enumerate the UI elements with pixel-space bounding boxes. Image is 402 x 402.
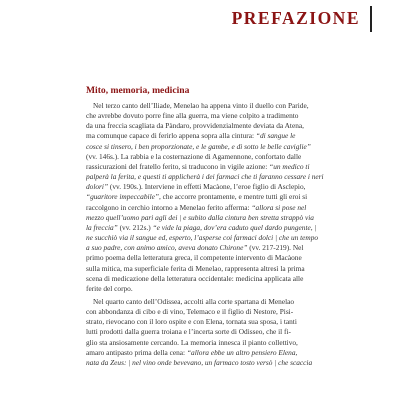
text-segment: (vv. 212s.) (117, 222, 153, 232)
text-segment: lutti prodotti dalla guerra troiana e l’incerta sorte di Odisseo, che il fi- (86, 327, 291, 337)
text-line (86, 297, 345, 307)
text-line (86, 233, 345, 243)
text-line (86, 121, 345, 131)
text-segment: scena di medicazione della letteratura occidentale: medicina applicata alle (86, 273, 304, 283)
text-segment: amaro antipasto prima della cena: (86, 347, 187, 357)
text-line (86, 284, 345, 294)
text-segment: ferite del corpo. (86, 283, 133, 293)
italic-quote: nata da Zeus: | nel vino onde bevevano, un farmaco tosto versò | che scaccia (86, 357, 313, 367)
italic-quote: “di sangue le (255, 131, 296, 141)
text-line (86, 131, 345, 141)
text-line (86, 317, 345, 327)
text-segment: Nel terzo canto dell’Iliade, Menelao ha appena vinto il duello con Paride, (93, 101, 309, 110)
italic-quote: ne succhiò via il sangue ed, esperto, l’asperse coi farmaci dolci | che un tempo (86, 233, 319, 243)
text-line (86, 203, 345, 213)
paragraph-2 (86, 297, 345, 368)
text-segment: sulla mitica, ma superficiale ferita di Menelao, rappresenta altresì la prima (86, 263, 305, 273)
text-line (86, 142, 345, 152)
italic-quote: “allora si pose nel (251, 202, 307, 212)
running-head-title: PREFAZIONE (231, 8, 360, 28)
text-segment: (vv. 217-219). Nel (247, 243, 304, 253)
text-segment: che avrebbe dovuto porre fine alla guerra, ma viene colpito a tradimento (86, 111, 299, 121)
text-segment: rassicurazioni del fratello ferito, si traducono in vigile azione: (86, 161, 270, 171)
italic-quote: palperà la ferita, e questi ti applicherà i dei farmaci che ti faranno cessare i neri (86, 172, 324, 182)
text-line (86, 274, 345, 284)
text-segment: (vv. 146s.). La rabbia e la costernazione di Agamennone, confortato dalle (86, 151, 302, 161)
text-line (86, 253, 345, 263)
text-line (86, 327, 345, 337)
text-segment: strato, rievocano con il loro ospite e con Elena, tornata sua sposa, i tanti (86, 317, 297, 327)
text-line (86, 101, 345, 111)
text-line (86, 192, 345, 202)
italic-quote: a suo padre, con animo amico, aveva donato Chirone” (86, 243, 248, 253)
text-segment: Nel quarto canto dell’Odissea, accolti alla corte spartana di Menelao (93, 296, 295, 306)
text-segment: ma comunque capace di ferirlo appena sopra alla cintura: (86, 131, 256, 141)
text-line (86, 162, 345, 172)
text-line (86, 243, 345, 253)
text-line (86, 152, 345, 162)
text-line (86, 223, 345, 233)
text-line (86, 172, 345, 182)
text-line (86, 213, 345, 223)
body-text (86, 101, 345, 368)
paragraph-1 (86, 101, 345, 294)
header-rule (370, 6, 372, 32)
text-segment: glio sta ansiosamente cercando. La memoria innesca il pianto collettivo, (86, 337, 298, 347)
text-line (86, 111, 345, 121)
text-segment: primo poema della letteratura greca, il competente intervento di Macàone (86, 253, 302, 263)
text-line (86, 182, 345, 192)
text-line (86, 338, 345, 348)
text-segment: con abbondanza di cibo e di vino, Telemaco e il figlio di Nestore, Pisi- (86, 307, 294, 317)
italic-quote: dolori” (86, 182, 109, 192)
italic-quote: la freccia” (86, 222, 118, 232)
text-segment: , che accorre prontamente, e mentre tutti gli eroi si (158, 192, 308, 202)
text-segment: raccolgono in cerchio intorno a Menelao ferito afferma: (86, 202, 252, 212)
text-segment: (vv. 190s.). Interviene in effetti Macàone, l’eroe figlio di Asclepio, (108, 182, 306, 192)
italic-quote: “allora ebbe un altro pensiero Elena, (186, 347, 298, 357)
text-line (86, 358, 345, 368)
italic-quote: “un medico ti (269, 161, 310, 171)
italic-quote: “guaritore impeccabile” (86, 192, 159, 202)
section-title: Mito, memoria, medicina (86, 85, 190, 96)
italic-quote: mezzo quell’uomo pari agli dei | e subito dalla cintura ben stretta strappò via (86, 212, 314, 222)
italic-quote: “e vide la piaga, dov’era caduto quel dardo pungente, | (152, 222, 317, 232)
text-line (86, 264, 345, 274)
text-line (86, 307, 345, 317)
text-segment: da una freccia scagliata da Pàndaro, provvidenzialmente deviata da Atena, (86, 121, 304, 131)
italic-quote: cosce si tinsero, i ben proporzionate, e le gambe, e di sotto le belle caviglie” (86, 141, 311, 151)
text-line (86, 348, 345, 358)
